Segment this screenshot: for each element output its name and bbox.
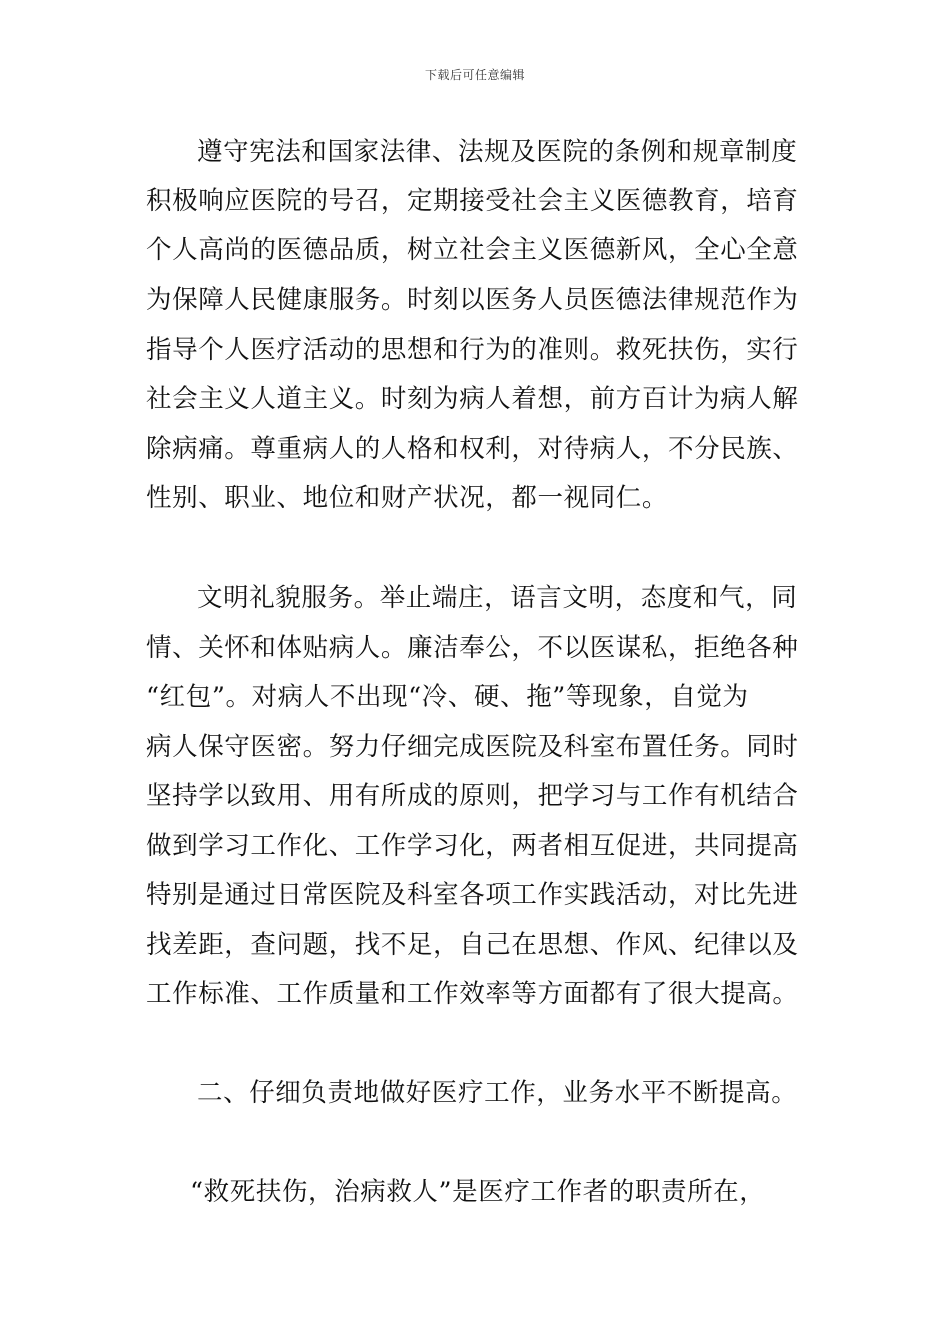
- paragraph-line: 除病痛。尊重病人的人格和权利，对待病人，不分民族、: [146, 434, 799, 464]
- paragraph-line: 性别、职业、地位和财产状况，都一视同仁。: [146, 483, 669, 513]
- page-header: 下载后可任意编辑: [424, 68, 525, 82]
- paragraph-line: 找差距，查问题，找不足，自己在思想、作风、纪律以及: [146, 930, 799, 960]
- paragraph-line: 病人保守医密。努力仔细完成医院及科室布置任务。同时: [146, 732, 799, 762]
- paragraph-line: 特别是通过日常医院及科室各项工作实践活动，对比先进: [146, 880, 799, 910]
- section-heading-line: 二、仔细负责地做好医疗工作，业务水平不断提高。: [197, 1078, 798, 1108]
- paragraph-line: 做到学习工作化、工作学习化，两者相互促进，共同提高: [146, 831, 799, 861]
- paragraph-line: “红包”。对病人不出现“冷、硬、拖”等现象，自觉为: [146, 682, 749, 712]
- paragraph-line: 指导个人医疗活动的思想和行为的准则。救死扶伤，实行: [146, 335, 799, 365]
- paragraph-line: 工作标准、工作质量和工作效率等方面都有了很大提高。: [146, 979, 799, 1009]
- paragraph-line: 情、关怀和体贴病人。廉洁奉公，不以医谋私，拒绝各种: [146, 633, 799, 663]
- paragraph-line: 文明礼貌服务。举止端庄，语言文明，态度和气，同: [197, 583, 798, 613]
- paragraph-line: 个人高尚的医德品质，树立社会主义医德新风，全心全意: [146, 235, 799, 265]
- paragraph-line: 社会主义人道主义。时刻为病人着想，前方百计为病人解: [146, 384, 799, 414]
- paragraph-line: 积极响应医院的号召，定期接受社会主义医德教育，培育: [146, 186, 799, 216]
- paragraph-line: “救死扶伤，治病救人”是医疗工作者的职责所在，: [190, 1177, 766, 1207]
- paragraph-line: 为保障人民健康服务。时刻以医务人员医德法律规范作为: [146, 285, 799, 315]
- paragraph-line: 遵守宪法和国家法律、法规及医院的条例和规章制度: [197, 137, 798, 167]
- paragraph-line: 坚持学以致用、用有所成的原则，把学习与工作有机结合: [146, 781, 799, 811]
